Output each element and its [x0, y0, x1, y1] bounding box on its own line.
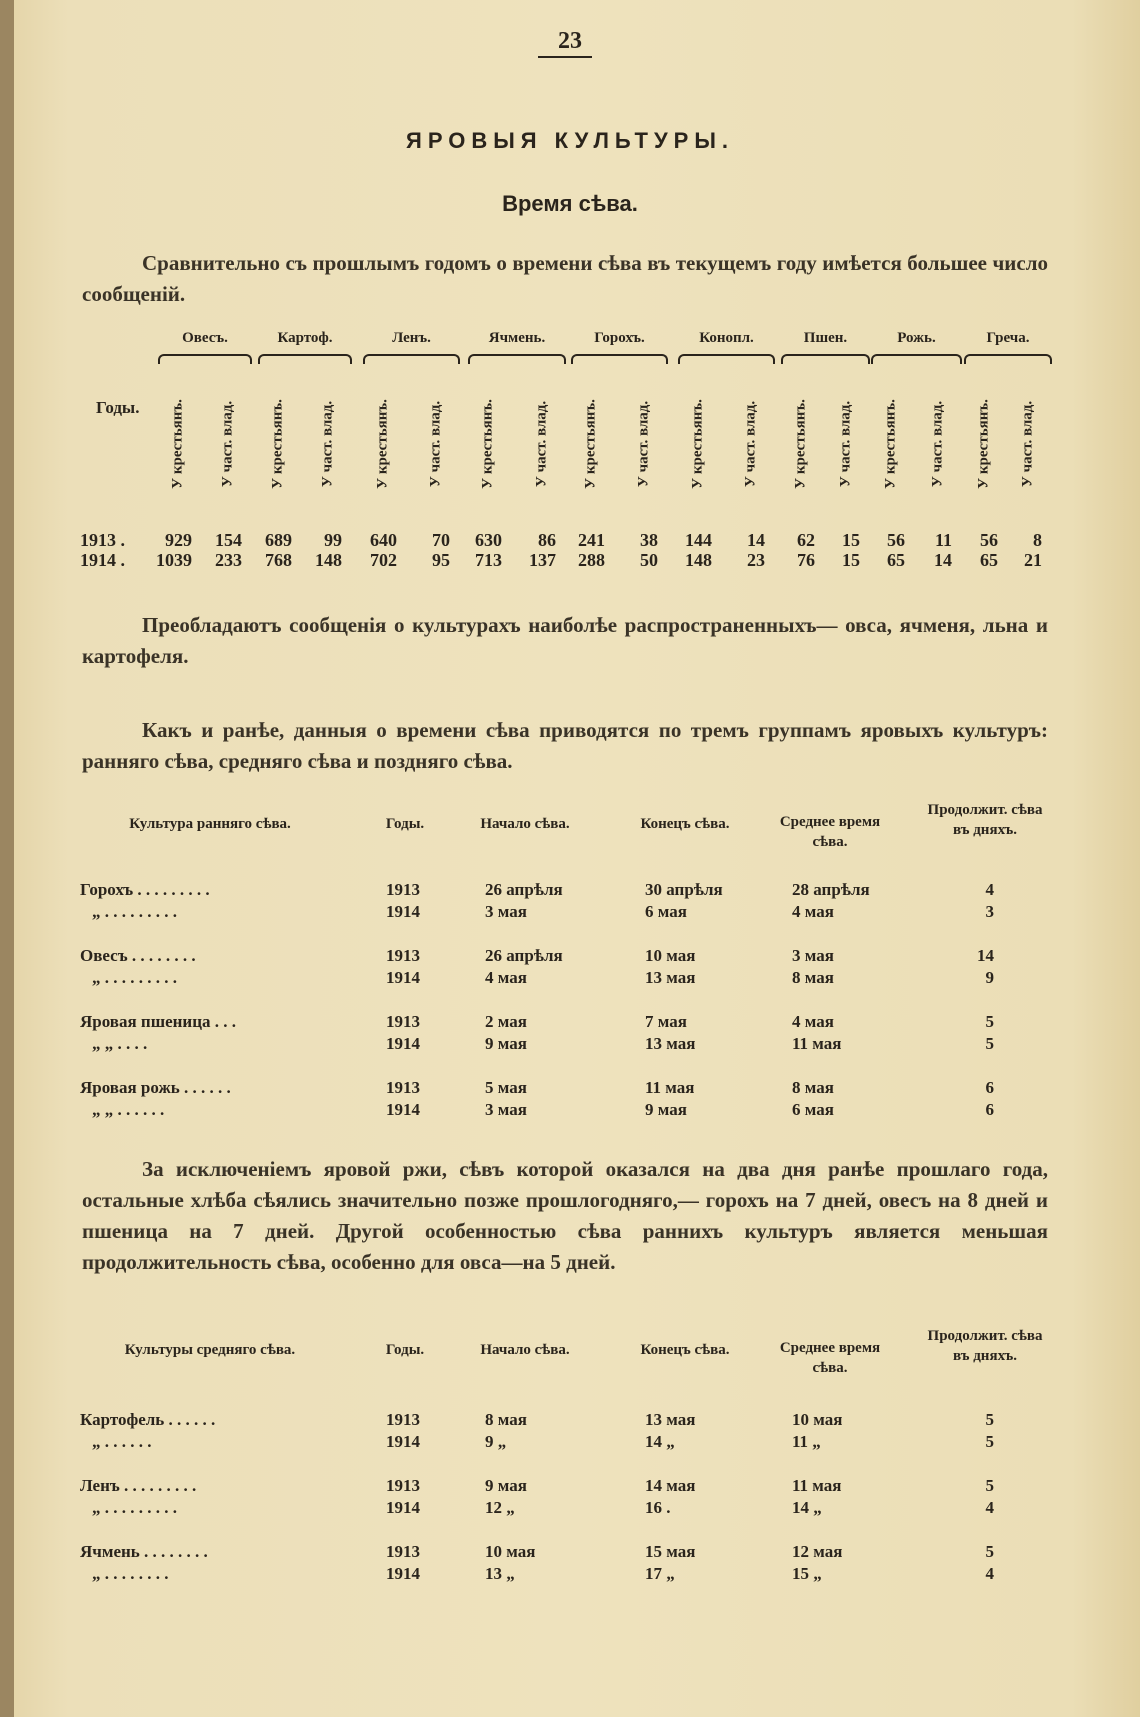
col-private-label: [926, 378, 950, 510]
vertical-label-text: У част. влад.: [635, 400, 652, 488]
year-cell: 1914: [386, 1564, 420, 1583]
col-private-label: [1016, 378, 1040, 510]
table-row: [80, 1410, 1055, 1432]
start-cell: 3 мая: [485, 902, 527, 921]
crop-header-brace: [258, 354, 352, 364]
section-subtitle: Время сѣва.: [502, 191, 638, 216]
table1-cell: 640: [370, 530, 397, 550]
table1-cell: 70: [432, 530, 450, 550]
year-cell: 1913: [386, 1410, 420, 1429]
table1-cell: 14: [747, 530, 765, 550]
table1-cell: 15: [842, 550, 860, 570]
duration-cell: 5: [985, 1012, 994, 1031]
mean-cell: 11 мая: [792, 1034, 842, 1053]
crop-name: Яровая пшеница . . .: [80, 1012, 237, 1031]
table1-cell: 62: [797, 530, 815, 550]
start-cell: 26 апрѣля: [485, 946, 563, 965]
year-cell: 1913: [386, 1078, 420, 1097]
table-row: [80, 1564, 1055, 1586]
page-number-underline: [538, 56, 592, 58]
vertical-label-text: У част. влад.: [533, 400, 550, 488]
end-cell: 13 мая: [645, 968, 696, 987]
table1-cell: 702: [370, 550, 397, 570]
crop-name: Ленъ . . . . . . . . .: [80, 1476, 197, 1495]
col-private-label: [834, 378, 858, 510]
table-row: [80, 1542, 1055, 1564]
paragraph-3-text: Какъ и ранѣе, данныя о времени сѣва приводятся по тремъ группамъ яровыхъ культуръ: ранняго сѣва, средняго сѣва и поздняго сѣва.: [82, 718, 1048, 773]
col-private-label: [316, 378, 340, 510]
section-title: ЯРОВЫЯ КУЛЬТУРЫ.: [406, 128, 734, 153]
year-cell: 1914: [386, 1100, 420, 1119]
end-cell: 11 мая: [645, 1078, 695, 1097]
end-cell: 16 .: [645, 1498, 671, 1517]
crop-header: [466, 330, 568, 347]
table1-cell: 689: [265, 530, 292, 550]
crop-name: Картофель . . . . . .: [80, 1410, 216, 1429]
vertical-label-text: У част. влад.: [742, 400, 759, 488]
table-header: Начало сѣва.: [480, 816, 570, 832]
duration-cell: 5: [985, 1542, 994, 1561]
duration-cell: 4: [985, 1564, 994, 1583]
crop-header: [869, 330, 964, 347]
crop-header-label: Рожь.: [897, 330, 936, 346]
vertical-label-text: У част. влад.: [1019, 400, 1036, 488]
table1-cell: 15: [842, 530, 860, 550]
crop-name: Ячмень . . . . . . . .: [80, 1542, 208, 1561]
end-cell: 15 мая: [645, 1542, 696, 1561]
table1-cell: 56: [980, 530, 998, 550]
table-row: [80, 1498, 1055, 1520]
mean-cell: 8 мая: [792, 968, 834, 987]
start-cell: 10 мая: [485, 1542, 536, 1561]
crop-header: [156, 330, 254, 347]
start-cell: 9 мая: [485, 1476, 527, 1495]
crop-header-label: Картоф.: [277, 330, 333, 346]
crop-header-label: Горохъ.: [594, 330, 645, 346]
crop-name: „ . . . . . . . .: [92, 1564, 169, 1583]
table1-cell: 99: [324, 530, 342, 550]
mean-cell: 4 мая: [792, 902, 834, 921]
duration-cell: 4: [985, 880, 994, 899]
mean-cell: 15 „: [792, 1564, 822, 1583]
vertical-label-text: У крестьянъ.: [269, 399, 286, 489]
table1-cell: 65: [980, 550, 998, 570]
table1-cell: 65: [887, 550, 905, 570]
table-row: [80, 1078, 1055, 1100]
start-cell: 3 мая: [485, 1100, 527, 1119]
crop-name: „ . . . . . .: [92, 1432, 152, 1451]
table1-cell: 1039: [156, 550, 192, 570]
duration-cell: 5: [985, 1476, 994, 1495]
start-cell: 9 „: [485, 1432, 507, 1451]
table-header: Конецъ сѣва.: [640, 1342, 730, 1358]
crop-header: [361, 330, 462, 347]
duration-cell: 3: [985, 902, 994, 921]
table1-cell: 50: [640, 550, 658, 570]
vertical-label-text: У крестьянъ.: [882, 399, 899, 489]
end-cell: 10 мая: [645, 946, 696, 965]
table-header: Годы.: [385, 816, 425, 832]
end-cell: 13 мая: [645, 1034, 696, 1053]
crop-name: „ „ . . . .: [92, 1034, 148, 1053]
table1-cell: 241: [578, 530, 605, 550]
vertical-label-text: У крестьянъ.: [582, 399, 599, 489]
mean-cell: 10 мая: [792, 1410, 843, 1429]
mean-cell: 14 „: [792, 1498, 822, 1517]
year-cell: 1914: [386, 902, 420, 921]
col-private-label: [424, 378, 448, 510]
table1-cell: 8: [1033, 530, 1042, 550]
table-row: [80, 968, 1055, 990]
col-private-label: [739, 378, 763, 510]
paragraph-3: [82, 715, 1048, 777]
table-header: Начало сѣва.: [480, 1342, 570, 1358]
col-private-label: [216, 378, 240, 510]
table-row: [80, 1432, 1055, 1454]
table1-cell: 148: [315, 550, 342, 570]
crop-name: „ . . . . . . . . .: [92, 1498, 177, 1517]
table-row: [80, 946, 1055, 968]
table1-cell: 86: [538, 530, 556, 550]
vertical-label-text: У част. влад.: [427, 400, 444, 488]
table1-cell: 768: [265, 550, 292, 570]
year-cell: 1913: [386, 1542, 420, 1561]
crop-header: [779, 330, 872, 347]
year-cell: 1913: [386, 880, 420, 899]
page-number: 23: [558, 28, 582, 54]
col-peasants-label: [476, 378, 500, 510]
table1-cell: 38: [640, 530, 658, 550]
start-cell: 8 мая: [485, 1410, 527, 1429]
table1-cell: 95: [432, 550, 450, 570]
start-cell: 26 апрѣля: [485, 880, 563, 899]
year-cell: 1913: [386, 1476, 420, 1495]
table1-cell: 288: [578, 550, 605, 570]
paragraph-2-text: Преобладаютъ сообщенія о культурахъ наиболѣе распространенныхъ— овса, ячменя, льна и картофеля.: [82, 613, 1048, 668]
table1-cell: 76: [797, 550, 815, 570]
crop-header-brace: [158, 354, 252, 364]
crop-header: [962, 330, 1054, 347]
col-peasants-label: [972, 378, 996, 510]
table1-cell: 21: [1024, 550, 1042, 570]
start-cell: 4 мая: [485, 968, 527, 987]
table1-cell: 154: [215, 530, 242, 550]
table1-cell: 144: [685, 530, 712, 550]
col-peasants-label: [266, 378, 290, 510]
crop-header: [569, 330, 670, 347]
mean-cell: 28 апрѣля: [792, 880, 870, 899]
crop-header-label: Греча.: [986, 330, 1030, 346]
crop-header-label: Конопл.: [699, 330, 754, 346]
vertical-label-text: У крестьянъ.: [975, 399, 992, 489]
crop-header-brace: [781, 354, 870, 364]
end-cell: 6 мая: [645, 902, 687, 921]
table1-cell: 23: [747, 550, 765, 570]
crop-name: Яровая рожь . . . . . .: [80, 1078, 231, 1097]
table1-cell: 233: [215, 550, 242, 570]
col-private-label: [530, 378, 554, 510]
table-header: Среднее время сѣва.: [779, 1340, 881, 1376]
mean-cell: 8 мая: [792, 1078, 834, 1097]
col-peasants-label: [879, 378, 903, 510]
table1-years-label: Годы.: [96, 398, 140, 417]
table1-year: 1913 .: [80, 530, 125, 550]
vertical-label-text: У крестьянъ.: [169, 399, 186, 489]
col-peasants-label: [789, 378, 813, 510]
duration-cell: 14: [977, 946, 994, 965]
mean-cell: 6 мая: [792, 1100, 834, 1119]
table1-cell: 137: [529, 550, 556, 570]
year-cell: 1914: [386, 968, 420, 987]
start-cell: 5 мая: [485, 1078, 527, 1097]
end-cell: 17 „: [645, 1564, 675, 1583]
table1-year: 1914 .: [80, 550, 125, 570]
table-row: [80, 1100, 1055, 1122]
table1-cell: 148: [685, 550, 712, 570]
vertical-label-text: У част. влад.: [929, 400, 946, 488]
mean-cell: 3 мая: [792, 946, 834, 965]
end-cell: 13 мая: [645, 1410, 696, 1429]
table-header: Конецъ сѣва.: [640, 816, 730, 832]
table-row: [80, 1012, 1055, 1034]
duration-cell: 6: [985, 1078, 994, 1097]
start-cell: 9 мая: [485, 1034, 527, 1053]
col-peasants-label: [686, 378, 710, 510]
table1-cell: 630: [475, 530, 502, 550]
table-header: Годы.: [385, 1342, 425, 1358]
paragraph-1: [82, 248, 1048, 310]
crop-header-brace: [571, 354, 668, 364]
table1-cell: 713: [475, 550, 502, 570]
start-cell: 12 „: [485, 1498, 515, 1517]
table-header: Культуры средняго сѣва.: [124, 1342, 296, 1358]
vertical-label-text: У крестьянъ.: [689, 399, 706, 489]
reports-count-table: [80, 330, 1050, 575]
crop-name: „ . . . . . . . . .: [92, 968, 177, 987]
end-cell: 14 мая: [645, 1476, 696, 1495]
table1-cell: 929: [165, 530, 192, 550]
table-header: Культура ранняго сѣва.: [129, 816, 291, 832]
duration-cell: 4: [985, 1498, 994, 1517]
table-header: Среднее время сѣва.: [779, 814, 881, 850]
col-peasants-label: [579, 378, 603, 510]
crop-name: Овесъ . . . . . . . .: [80, 946, 196, 965]
crop-header-brace: [678, 354, 775, 364]
end-cell: 14 „: [645, 1432, 675, 1451]
vertical-label-text: У част. влад.: [319, 400, 336, 488]
year-cell: 1913: [386, 1012, 420, 1031]
year-cell: 1913: [386, 946, 420, 965]
mean-cell: 11 „: [792, 1432, 821, 1451]
vertical-label-text: У крестьянъ.: [792, 399, 809, 489]
page-binding-edge: [0, 0, 14, 1717]
year-cell: 1914: [386, 1498, 420, 1517]
vertical-label-text: У крестьянъ.: [374, 399, 391, 489]
middle-crops-table: [80, 1324, 1055, 1594]
crop-name: „ „ . . . . . .: [92, 1100, 165, 1119]
table-row: [80, 1476, 1055, 1498]
early-crops-table: [80, 800, 1055, 1130]
crop-header-brace: [964, 354, 1052, 364]
crop-header-brace: [468, 354, 566, 364]
end-cell: 30 апрѣля: [645, 880, 723, 899]
mean-cell: 11 мая: [792, 1476, 842, 1495]
crop-header-label: Пшен.: [803, 330, 848, 346]
col-peasants-label: [166, 378, 190, 510]
table1-cell: 11: [934, 530, 952, 550]
duration-cell: 5: [985, 1432, 994, 1451]
paragraph-2: [82, 610, 1048, 672]
paragraph-4-text: За исключеніемъ яровой ржи, сѣвъ которой оказался на два дня ранѣе прошлаго года, остальные хлѣба сѣялись значительно позже прошлогодняго,— горохъ на 7 дней, овесъ на 8 дней и пшеница на 7 дней. Другой особенностью сѣва раннихъ культуръ является меньшая продолжительность сѣва, особенно для овса—на 5 дней.: [82, 1157, 1048, 1274]
table1-cell: 56: [887, 530, 905, 550]
paragraph-4: [82, 1154, 1048, 1278]
vertical-label-text: У крестьянъ.: [479, 399, 496, 489]
start-cell: 2 мая: [485, 1012, 527, 1031]
crop-header-brace: [871, 354, 962, 364]
table-header: Продолжит. сѣва въ дняхъ.: [927, 802, 1043, 838]
end-cell: 9 мая: [645, 1100, 687, 1119]
table-row: [80, 902, 1055, 924]
col-private-label: [632, 378, 656, 510]
start-cell: 13 „: [485, 1564, 515, 1583]
year-cell: 1914: [386, 1432, 420, 1451]
crop-name: Горохъ . . . . . . . . .: [80, 880, 210, 899]
table1-cell: 14: [934, 550, 952, 570]
crop-header: [256, 330, 354, 347]
crop-header-label: Ячмень.: [488, 330, 546, 346]
duration-cell: 5: [985, 1034, 994, 1053]
table-row: [80, 880, 1055, 902]
mean-cell: 12 мая: [792, 1542, 843, 1561]
mean-cell: 4 мая: [792, 1012, 834, 1031]
table-header: Продолжит. сѣва въ дняхъ.: [927, 1328, 1043, 1364]
paragraph-1-text: Сравнительно съ прошлымъ годомъ о времени сѣва въ текущемъ году имѣется большее число сообщеній.: [82, 251, 1048, 306]
vertical-label-text: У част. влад.: [219, 400, 236, 488]
year-cell: 1914: [386, 1034, 420, 1053]
end-cell: 7 мая: [645, 1012, 687, 1031]
crop-header-label: Ленъ.: [392, 330, 431, 346]
duration-cell: 9: [985, 968, 994, 987]
crop-header: [676, 330, 777, 347]
table-row: [80, 1034, 1055, 1056]
crop-header-label: Овесъ.: [182, 330, 228, 346]
vertical-label-text: У част. влад.: [837, 400, 854, 488]
crop-header-brace: [363, 354, 460, 364]
duration-cell: 5: [985, 1410, 994, 1429]
crop-name: „ . . . . . . . . .: [92, 902, 177, 921]
duration-cell: 6: [985, 1100, 994, 1119]
col-peasants-label: [371, 378, 395, 510]
